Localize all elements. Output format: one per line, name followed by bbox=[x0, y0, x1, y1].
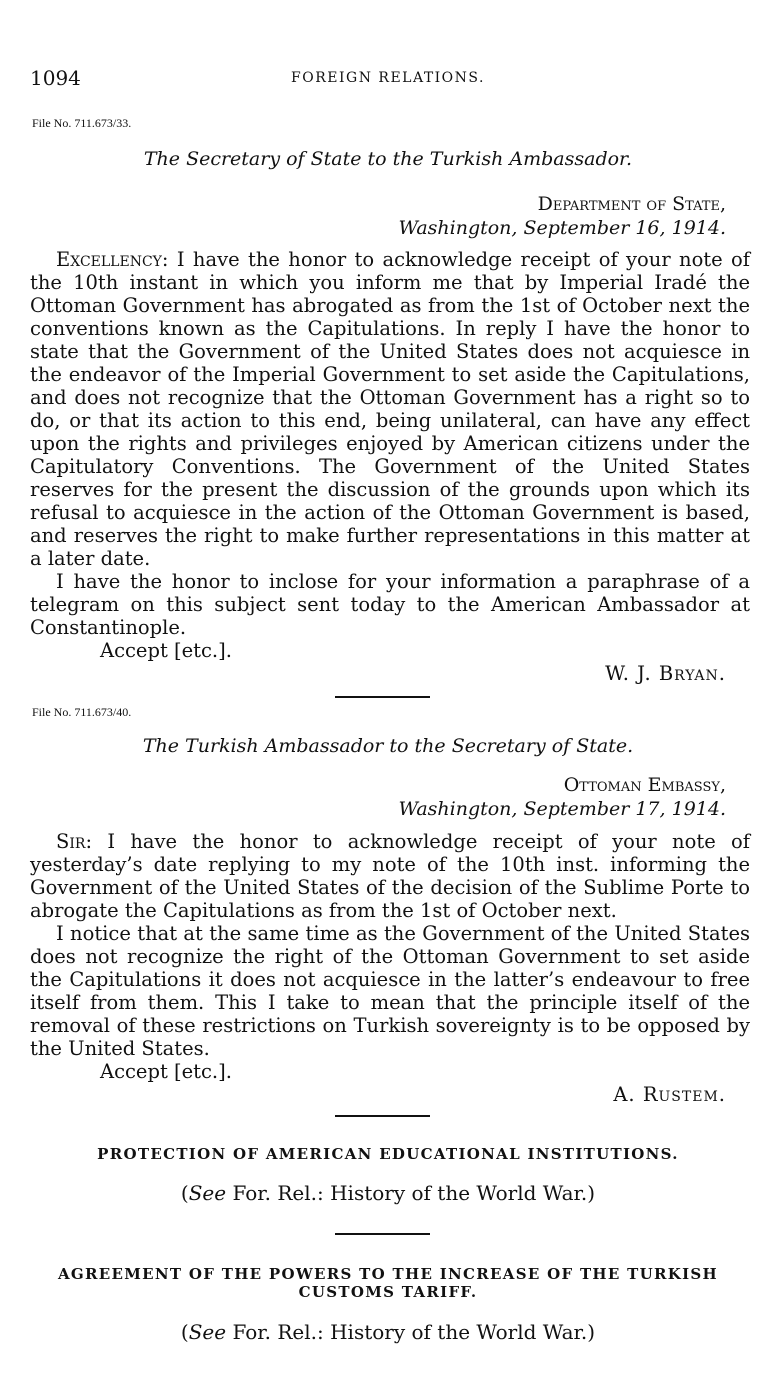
running-title: FOREIGN RELATIONS. bbox=[291, 70, 485, 86]
address-place-date: Washington, September 17, 1914. bbox=[398, 798, 726, 820]
cross-reference bbox=[0, 1181, 776, 1205]
paren-close: ) bbox=[587, 1320, 596, 1344]
paren-open: ( bbox=[180, 1181, 189, 1205]
section-heading: AGREEMENT OF THE POWERS TO THE INCREASE OF THE TURKISH CUSTOMS TARIFF. bbox=[57, 1265, 718, 1301]
signature: W. J. Bryan. bbox=[605, 662, 726, 685]
paragraph bbox=[30, 248, 750, 570]
paren-open: ( bbox=[180, 1320, 189, 1344]
paren-close: ) bbox=[587, 1181, 596, 1205]
letter-body bbox=[30, 248, 750, 639]
divider bbox=[335, 1115, 430, 1117]
address-place-date: Washington, September 16, 1914. bbox=[398, 217, 726, 239]
page-header bbox=[30, 66, 746, 92]
section-heading: PROTECTION OF AMERICAN EDUCATIONAL INSTITUTIONS. bbox=[97, 1145, 679, 1163]
see-word: See bbox=[188, 1320, 227, 1344]
salutation: Excellency bbox=[56, 248, 162, 271]
closing: Accept [etc.]. bbox=[100, 1060, 232, 1083]
address-line: Department of State, bbox=[537, 193, 726, 215]
cross-reference bbox=[0, 1320, 776, 1344]
address-line: Ottoman Embassy, bbox=[563, 774, 726, 796]
letter-address bbox=[398, 192, 726, 240]
letter-title: The Secretary of State to the Turkish Ambassador. bbox=[143, 148, 633, 170]
letter-title: The Turkish Ambassador to the Secretary of State. bbox=[142, 735, 634, 757]
paragraph-text: : I have the honor to acknowledge receipt of your note of yesterday’s date replying to my note of the 10th inst. informing the Government of the United States of the decision of the Sublime Porte to abrogate the Capitulations as from the 1st of October next. bbox=[30, 830, 750, 922]
see-word: See bbox=[188, 1181, 227, 1205]
reference-text: For. Rel.: History of the World War. bbox=[226, 1181, 588, 1205]
letter-body bbox=[30, 830, 750, 1060]
letter-address bbox=[398, 773, 726, 821]
file-number: File No. 711.673/33. bbox=[32, 116, 132, 130]
paragraph-text: : I have the honor to acknowledge receipt of your note of the 10th instant in which you inform me that by Imperial Iradé the Ottoman Government has abrogated as from the 1st of October next the conventions known as the Capitulations. In reply I have the honor to state that the Government of the United States does not acquiesce in the endeavor of the Imperial Government to set aside the Capitulations, and does not recognize that the Ottoman Government has a right so to do, or that its action to this end, being unilateral, can have any effect upon the rights and privileges enjoyed by American citizens under the Capitulatory Conventions. The Government of the United States reserves for the present the discussion of the grounds upon which its refusal to acquiesce in the action of the Ottoman Government is based, and reserves the right to make further representations in this matter at a later date. bbox=[30, 248, 750, 570]
signature: A. Rustem. bbox=[613, 1083, 726, 1106]
divider bbox=[335, 1233, 430, 1235]
paragraph: I notice that at the same time as the Government of the United States does not recognize the right of the Ottoman Government to set aside the Capitulations it does not acquiesce in the latter’s endeavour to free itself from them. This I take to mean that the principle itself of the removal of these restrictions on Turkish sovereignty is to be opposed by the United States. bbox=[30, 922, 750, 1060]
page-number: 1094 bbox=[30, 66, 81, 90]
closing: Accept [etc.]. bbox=[100, 639, 232, 662]
paragraph: I have the honor to inclose for your information a paraphrase of a telegram on this subject sent today to the American Ambassador at Constantinople. bbox=[30, 570, 750, 639]
file-number: File No. 711.673/40. bbox=[32, 705, 132, 719]
reference-text: For. Rel.: History of the World War. bbox=[226, 1320, 588, 1344]
paragraph bbox=[30, 830, 750, 922]
divider bbox=[335, 696, 430, 698]
salutation: Sir bbox=[56, 830, 86, 853]
